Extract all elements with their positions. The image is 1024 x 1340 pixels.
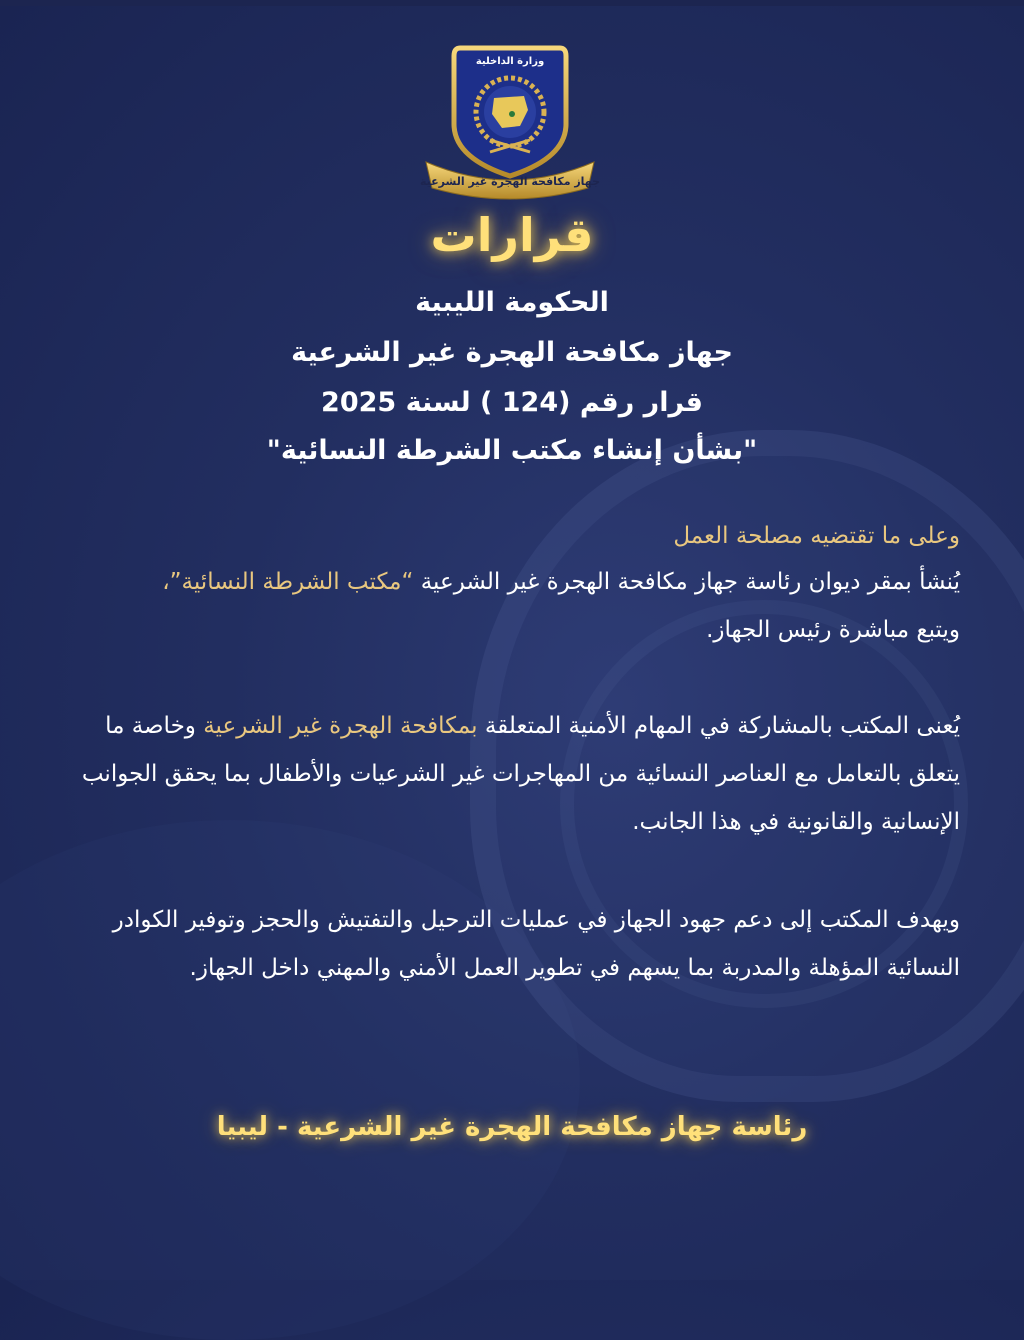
emblem-ribbon-text: جهاز مكافحة الهجرة غير الشرعية xyxy=(420,175,600,188)
paragraph-establishment xyxy=(60,558,960,654)
migration-highlight: بمكافحة الهجرة غير الشرعية xyxy=(203,713,478,739)
office-name-highlight: “مكتب الشرطة النسائية”، xyxy=(162,569,414,595)
paragraph-duties-text-2: وخاصة ما يتعلق بالتعامل مع العناصر النسائية من المهاجرات غير الشرعيات والأطفال بما يحقق الجوانب الإنسانية والقانونية في هذا الجانب. xyxy=(81,713,960,835)
decision-number: قرار رقم (124 ) لسنة 2025 xyxy=(321,387,703,418)
agency-name: جهاز مكافحة الهجرة غير الشرعية xyxy=(291,337,733,368)
paragraph-duties xyxy=(60,702,960,846)
government-name: الحكومة الليبية xyxy=(415,287,609,318)
top-border xyxy=(0,0,1024,6)
ministry-emblem-logo xyxy=(420,40,600,200)
paragraph-duties-text: يُعنى المكتب بالمشاركة في المهام الأمنية المتعلقة xyxy=(477,713,960,739)
preamble-line: وعلى ما تقتضيه مصلحة العمل xyxy=(673,523,960,549)
paragraph-establishment-text: يُنشأ بمقر ديوان رئاسة جهاز مكافحة الهجرة غير الشرعية xyxy=(413,569,960,595)
paragraph-establishment-text-2: ويتبع مباشرة رئيس الجهاز. xyxy=(706,617,960,643)
page-title: قرارات xyxy=(430,208,594,262)
ministry-emblem-icon xyxy=(420,40,600,200)
footer-signature: رئاسة جهاز مكافحة الهجرة غير الشرعية - ليبيا xyxy=(216,1112,808,1142)
emblem-ministry-text: وزارة الداخلية xyxy=(475,56,545,67)
decision-subject: "بشأن إنشاء مكتب الشرطة النسائية" xyxy=(266,435,758,466)
paragraph-objectives: ويهدف المكتب إلى دعم جهود الجهاز في عمليات الترحيل والتفتيش والحجز وتوفير الكوادر النسائية المؤهلة والمدربة بما يسهم في تطوير العمل الأمني والمهني داخل الجهاز. xyxy=(112,907,960,981)
